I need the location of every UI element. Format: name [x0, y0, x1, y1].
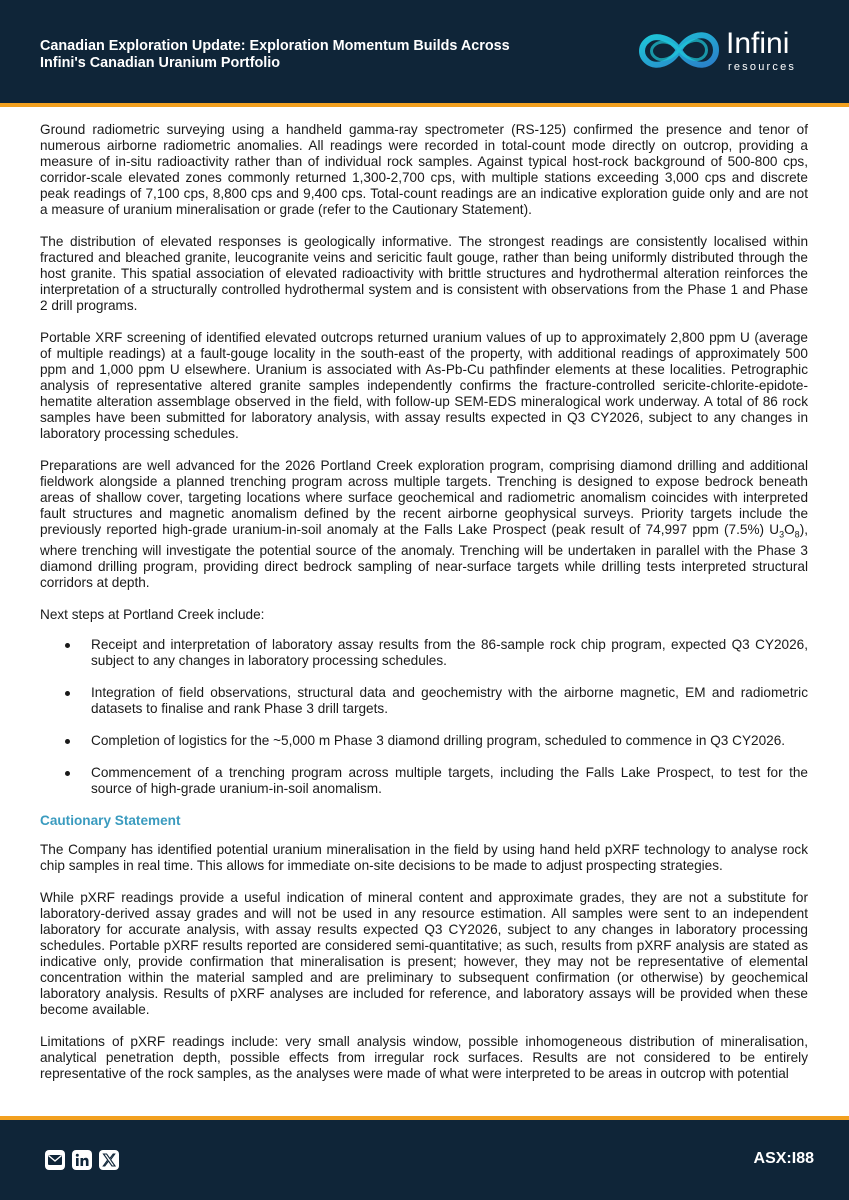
cautionary-paragraph: While pXRF readings provide a useful indication of mineral content and approximate grades, they are not a substitute for laboratory-derived assay grades and will not be used in any resource estimation. All samples were sent to an independent laboratory for accurate analysis, with assay results expected Q3 CY2026, subject to any changes in laboratory processing schedules. Portable pXRF results reported are considered semi-quantitative; as such, results from pXRF analysis are stated as indicative only, provide confirmation that mineralisation is present; however, they may not be representative of elemental concentration within the material sampled and are preliminary to subsequent confirmation (or otherwise) by geochemical laboratory analysis. Results of pXRF analyses are included for reference, and laboratory assays will be provided when these become available. — [40, 889, 808, 1017]
text-run: ), where trenching will investigate the potential source of the anomaly. Trenching will be undertaken in parallel with the Phase 3 diamond drilling program, providing direct bedrock sampling of near-surface targets while drilling tests interpreted structural corridors at depth. — [40, 522, 808, 590]
list-item-text: Integration of field observations, structural data and geochemistry with the airborne magnetic, EM and radiometric datasets to finalise and rank Phase 3 drill targets. — [91, 684, 808, 716]
body-paragraph: Ground radiometric surveying using a handheld gamma-ray spectrometer (RS-125) confirmed the presence and tenor of numerous airborne radiometric anomalies. All readings were recorded in total-count mode directly on outcrop, providing a measure of in-situ radioactivity rather than of individual rock samples. Against typical host-rock background of 500-800 cps, corridor-scale elevated zones commonly returned 1,300-2,700 cps, with multiple stations exceeding 3,000 cps and discrete peak readings of 7,100 cps, 8,800 cps and 9,400 cps. Total-count readings are an indicative exploration guide only and are not a measure of uranium mineralisation or grade (refer to the Cautionary Statement). — [40, 122, 808, 217]
logo-wordmark: Infini — [726, 27, 790, 60]
bullet-icon — [65, 643, 70, 648]
page-header — [0, 0, 849, 103]
report-title-line-1: Canadian Exploration Update: Exploration Momentum Builds Across — [40, 38, 510, 54]
text-run: O — [784, 522, 795, 537]
body-paragraph: Portable XRF screening of identified elevated outcrops returned uranium values of up to approximately 2,800 ppm U (average of multiple readings) at a fault-gouge locality in the south-east of the property, with additional readings of approximately 500 ppm and 1,000 ppm U elsewhere. Uranium is associated with As-Pb-Cu pathfinder elements at these localities. Petrographic analysis of representative altered granite samples independently confirms the fracture-controlled sericite-chlorite-epidote-hematite alteration assemblage observed in the field, with follow-up SEM-EDS mineralogical work underway. A total of 86 rock samples have been submitted for laboratory analysis, with assay results expected in Q3 CY2026, subject to any changes in laboratory processing schedules. — [40, 330, 808, 441]
list-item — [40, 733, 808, 749]
subscript-8: 8 — [794, 529, 800, 540]
list-item-text: Commencement of a trenching program across multiple targets, including the Falls Lake Prospect, to test for the source of high-grade uranium-in-soil anomalism. — [91, 764, 808, 796]
next-steps-list — [40, 637, 808, 797]
subscript-3: 3 — [779, 529, 785, 540]
next-steps-intro: Next steps at Portland Creek include: — [40, 606, 265, 622]
logo-subtitle: resources — [728, 61, 797, 73]
x-icon[interactable] — [99, 1150, 119, 1170]
body-paragraph-portland-creek — [40, 458, 808, 591]
document-body — [40, 122, 808, 1098]
infinity-logo-icon — [636, 26, 722, 74]
report-title-line-2: Infini's Canadian Uranium Portfolio — [40, 55, 281, 71]
cautionary-paragraph: Limitations of pXRF readings include: very small analysis window, possible inhomogeneous distribution of mineralisation, analytical penetration depth, possible effects from irregular rock surfaces. Results are not considered to be entirely representative of the rock samples, as the analyses were made of what were interpreted to be areas in outcrop with potential — [40, 1033, 808, 1081]
list-item-text: Completion of logistics for the ~5,000 m Phase 3 diamond drilling program, scheduled to commence in Q3 CY2026. — [91, 732, 786, 748]
list-item — [40, 685, 808, 717]
asx-ticker: ASX:I88 — [753, 1150, 814, 1167]
report-title — [40, 38, 600, 72]
list-item-text: Receipt and interpretation of laboratory assay results from the 86-sample rock chip program, expected Q3 CY2026, subject to any changes in laboratory processing schedules. — [91, 636, 808, 668]
linkedin-icon[interactable] — [72, 1150, 92, 1170]
list-item — [40, 765, 808, 797]
email-icon[interactable] — [45, 1150, 65, 1170]
page-footer — [0, 1120, 849, 1200]
bullet-icon — [65, 739, 70, 744]
body-paragraph: The distribution of elevated responses is geologically informative. The strongest readings are consistently localised within fractured and bleached granite, leucogranite veins and sericitic fault gouge, rather than being uniformly distributed through the host granite. This spatial association of elevated radioactivity with brittle structures and hydrothermal alteration reinforces the interpretation of a structurally controlled hydrothermal system and is consistent with observations from the Phase 1 and Phase 2 drill programs. — [40, 234, 808, 313]
infini-logo — [636, 26, 816, 76]
cautionary-heading: Cautionary Statement — [40, 812, 181, 828]
text-run: Preparations are well advanced for the 2026 Portland Creek exploration program, comprising diamond drilling and additional fieldwork alongside a planned trenching program across multiple targets. Trenching is designed to expose bedrock beneath areas of shallow cover, targeting locations where surface geochemical and radiometric anomalism coincides with interpreted fault structures and magnetic anomalism defined by the recent airborne geophysical surveys. Priority targets include the previously reported high-grade uranium-in-soil anomaly at the Falls Lake Prospect (peak result of 74,997 ppm (7.5%) U — [40, 458, 808, 537]
bullet-icon — [65, 771, 70, 776]
list-item — [40, 637, 808, 669]
bullet-icon — [65, 691, 70, 696]
cautionary-paragraph: The Company has identified potential uranium mineralisation in the field by using hand held pXRF technology to analyse rock chip samples in real time. This allows for immediate on-site decisions to be made to adjust prospecting strategies. — [40, 841, 808, 873]
header-accent-rule — [0, 103, 849, 107]
